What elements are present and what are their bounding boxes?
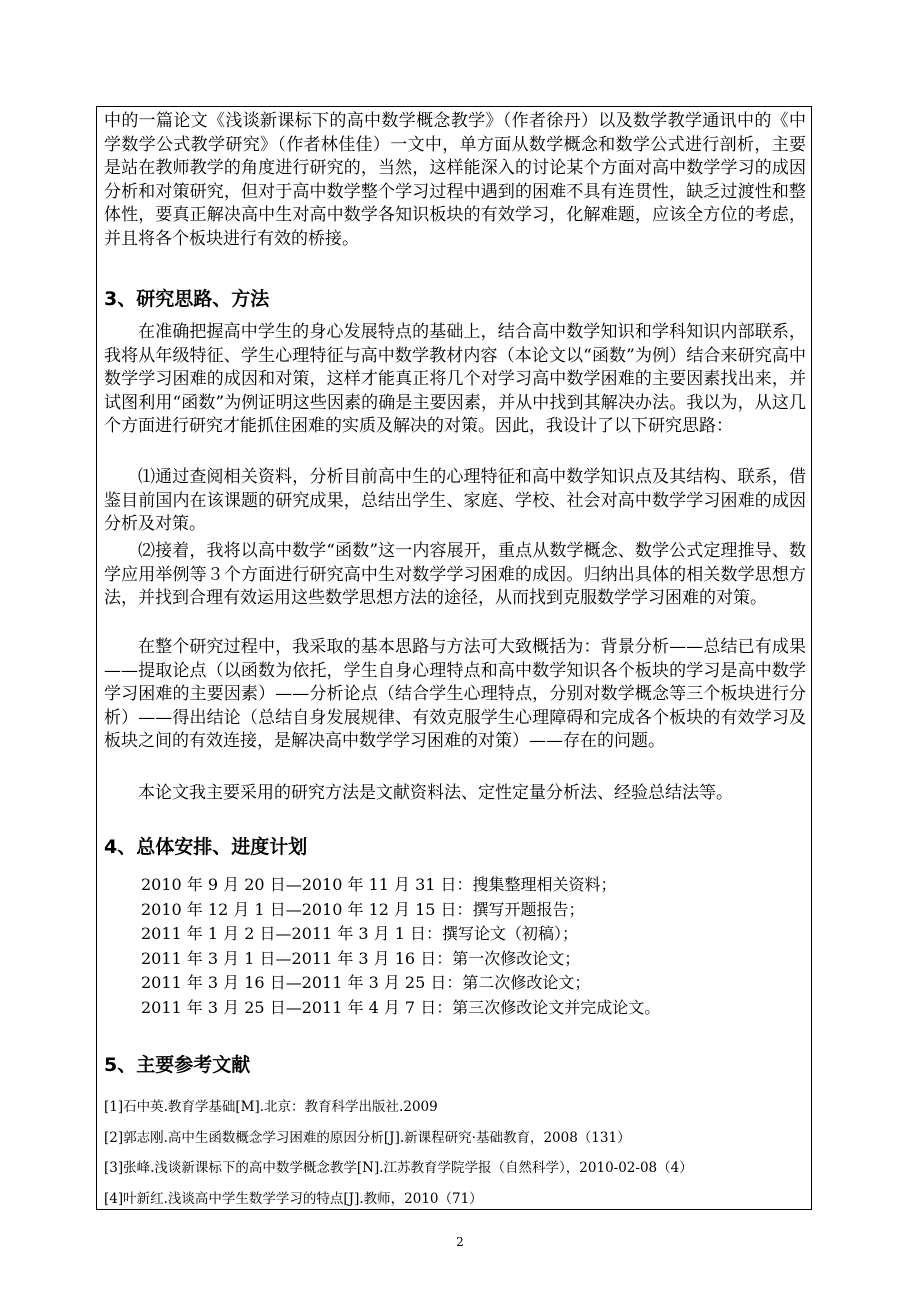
section-3-paragraph: 在准确把握高中学生的身心发展特点的基础上，结合高中数学知识和学科知识内部联系，我将从年级特征、学生心理特征与高中数学教材内容（本论文以“函数”为例）结合来研究高中数学学习困难的成因和对策，这样才能真正将几个对学习高中数学困难的主要因素找出来，并试图利用“函数”为例证明这些因素的确是主要因素，并从中找到其解决办法。我以为，从这几个方面进行研究才能抓住困难的实质及解决的对策。因此，我设计了以下研究思路： (104, 322, 806, 436)
schedule-item: 2011 年 1 月 2 日—2011 年 3 月 1 日：撰写论文（初稿）； (141, 924, 579, 943)
section-3-paragraph: ⑴通过查阅相关资料，分析目前高中生的心理特征和高中数学知识点及其结构、联系，借鉴目前国内在该课题的研究成果，总结出学生、家庭、学校、社会对高中数学学习困难的成因分析及对策。 (104, 467, 806, 534)
reference-item: [2]郭志刚.高中生函数概念学习困难的原因分析[J].新课程研究·基础教育，2008（131） (104, 1129, 631, 1146)
reference-item: [4]叶新红.浅谈高中学生数学学习的特点[J].教师，2010（71） (104, 1190, 483, 1207)
section-3-paragraph: ⑵接着，我将以高中数学“函数”这一内容展开，重点从数学概念、数学公式定理推导、数学应用举例等３个方面进行研究高中生对数学学习困难的成因。归纳出具体的相关数学思想方法，并找到合理有效运用这些数学思想方法的途径，从而找到克服数学学习困难的对策。 (104, 541, 806, 608)
section-3-paragraph: 在整个研究过程中，我采取的基本思路与方法可大致概括为：背景分析——总结已有成果——提取论点（以函数为依托，学生自身心理特点和高中数学知识各个板块的学习是高中数学学习困难的主要因素）——分析论点（结合学生心理特点，分别对数学概念等三个板块进行分析）——得出结论（总结自身发展规律、有效克服学生心理障碍和完成各个板块的有效学习及板块之间的有效连接，是解决高中数学学习困难的对策）——存在的问题。 (104, 637, 806, 751)
schedule-item: 2011 年 3 月 1 日—2011 年 3 月 16 日：第一次修改论文； (141, 948, 581, 968)
section-5-heading: 5、主要参考文献 (104, 1054, 251, 1076)
page-number: 2 (456, 1235, 464, 1249)
schedule-list (141, 873, 801, 1020)
intro-paragraph: 中的一篇论文《浅谈新课标下的高中数学概念教学》（作者徐丹）以及数学教学通讯中的《中学数学公式教学研究》（作者林佳佳）一文中，单方面从数学概念和数学公式进行剖析，主要是站在教师教学的角度进行研究的，当然，这样能深入的讨论某个方面对高中数学学习的成因分析和对策研究，但对于高中数学整个学习过程中遇到的困难不具有连贯性，缺乏过渡性和整体性，要真正解决高中生对高中数学各知识板块的有效学习，化解难题，应该全方位的考虑，并且将各个板块进行有效的桥接。 (104, 111, 806, 249)
schedule-item: 2011 年 3 月 25 日—2011 年 4 月 7 日：第三次修改论文并完成论文。 (141, 997, 661, 1017)
schedule-item: 2011 年 3 月 16 日—2011 年 3 月 25 日：第二次修改论文； (141, 973, 591, 992)
reference-item: [1]石中英.教育学基础[M].北京：教育科学出版社.2009 (104, 1099, 438, 1115)
schedule-item: 2010 年 12 月 1 日—2010 年 12 月 15 日：撰写开题报告； (141, 899, 585, 919)
section-3-paragraph: 本论文我主要采用的研究方法是文献资料法、定性定量分析法、经验总结法等。 (138, 783, 733, 803)
schedule-item: 2010 年 9 月 20 日—2010 年 11 月 31 日：搜集整理相关资料； (141, 875, 617, 894)
reference-item: [3]张峰.浅谈新课标下的高中数学概念教学[N].江苏教育学院学报（自然科学），2010-02-08（4） (104, 1160, 693, 1176)
reference-list (104, 1092, 806, 1214)
section-3-heading: 3、研究思路、方法 (104, 288, 270, 310)
section-4-heading: 4、总体安排、进度计划 (104, 836, 308, 858)
